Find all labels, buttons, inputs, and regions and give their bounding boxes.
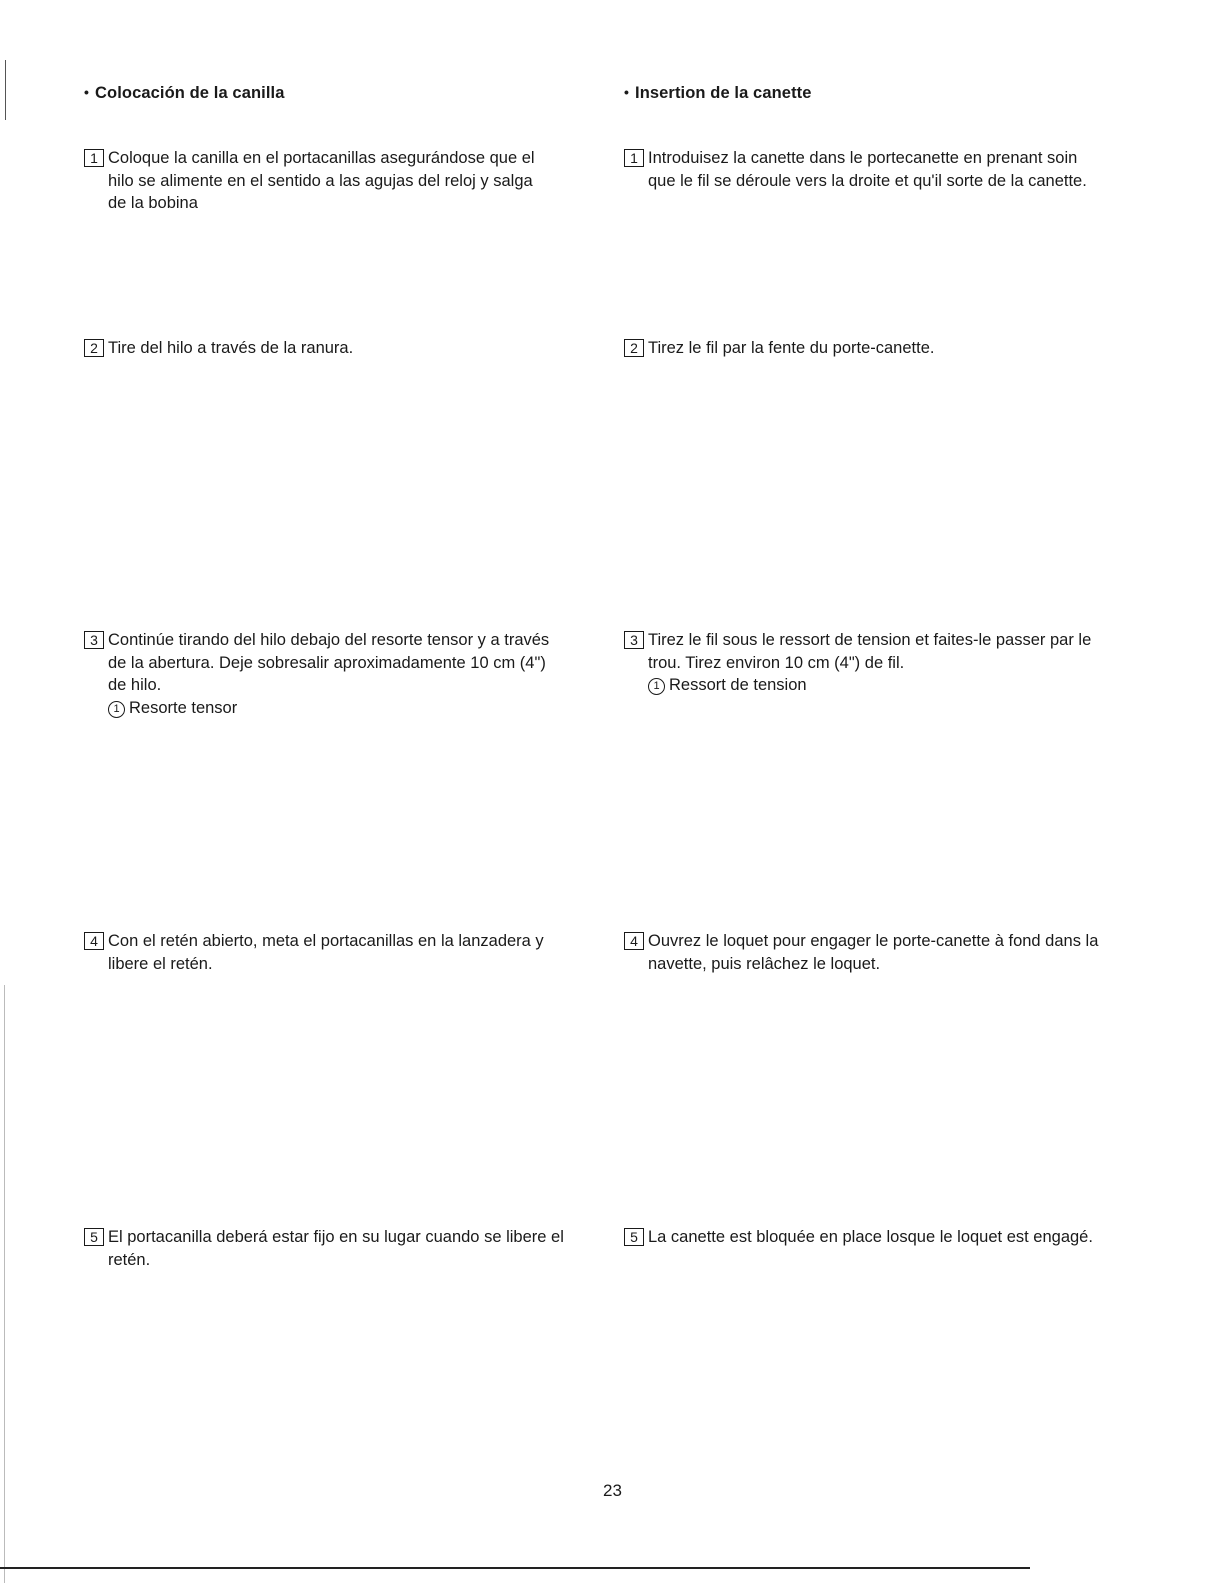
step-3: [624, 629, 1091, 697]
bullet-icon: •: [624, 84, 630, 100]
step-2: [624, 337, 934, 360]
step-text: Tire del hilo a través de la ranura.: [108, 339, 354, 357]
step-number-box: 5: [624, 1228, 644, 1246]
step-number-box: 4: [84, 932, 104, 950]
scan-edge-line: [5, 60, 6, 120]
step-text: Con el retén abierto, meta el portacanillas en la lanzadera y libere el retén.: [108, 932, 544, 973]
step-4: [84, 930, 544, 975]
step-number-box: 5: [84, 1228, 104, 1246]
callout-label: 1 Resorte tensor: [84, 697, 549, 720]
step-number-box: 3: [624, 631, 644, 649]
step-text: Introduisez la canette dans le portecanette en prenant soin que le fil se déroule vers la droite et qu'il sorte de la canette.: [648, 149, 1087, 190]
callout-number: 1: [648, 678, 665, 695]
section-heading: • Colocación de la canilla: [84, 84, 285, 102]
step-1: [624, 147, 1087, 192]
callout-number: 1: [108, 701, 125, 718]
step-text: Coloque la canilla en el portacanillas asegurándose que el hilo se alimente en el sentido a las agujas del reloj y salga de la bobina: [108, 149, 535, 212]
step-number-box: 1: [624, 149, 644, 167]
bottom-rule: [0, 1567, 1030, 1569]
step-text: La canette est bloquée en place losque le loquet est engagé.: [648, 1228, 1093, 1246]
step-5: [84, 1226, 564, 1271]
step-text: Continúe tirando del hilo debajo del resorte tensor y a través de la abertura. Deje sobresalir aproximadamente 10 cm (4") de hilo.: [108, 631, 550, 694]
section-heading: • Insertion de la canette: [624, 84, 812, 102]
step-4: [624, 930, 1098, 975]
step-text: El portacanilla deberá estar fijo en su lugar cuando se libere el retén.: [108, 1228, 564, 1269]
step-number-box: 2: [624, 339, 644, 357]
step-text: Tirez le fil sous le ressort de tension et faites-le passer par le trou. Tirez environ 10 cm (4") de fil.: [648, 631, 1092, 672]
step-number-box: 2: [84, 339, 104, 357]
step-number-box: 3: [84, 631, 104, 649]
page-number: 23: [603, 1481, 622, 1500]
step-number-box: 4: [624, 932, 644, 950]
callout-label: 1 Ressort de tension: [624, 674, 1091, 697]
step-text: Ouvrez le loquet pour engager le porte-canette à fond dans la navette, puis relâchez le loquet.: [648, 932, 1099, 973]
bullet-icon: •: [84, 84, 90, 100]
step-5: [624, 1226, 1093, 1249]
step-2: [84, 337, 353, 360]
step-1: [84, 147, 535, 215]
step-text: Tirez le fil par la fente du porte-canette.: [648, 339, 935, 357]
step-number-box: 1: [84, 149, 104, 167]
step-3: [84, 629, 549, 719]
